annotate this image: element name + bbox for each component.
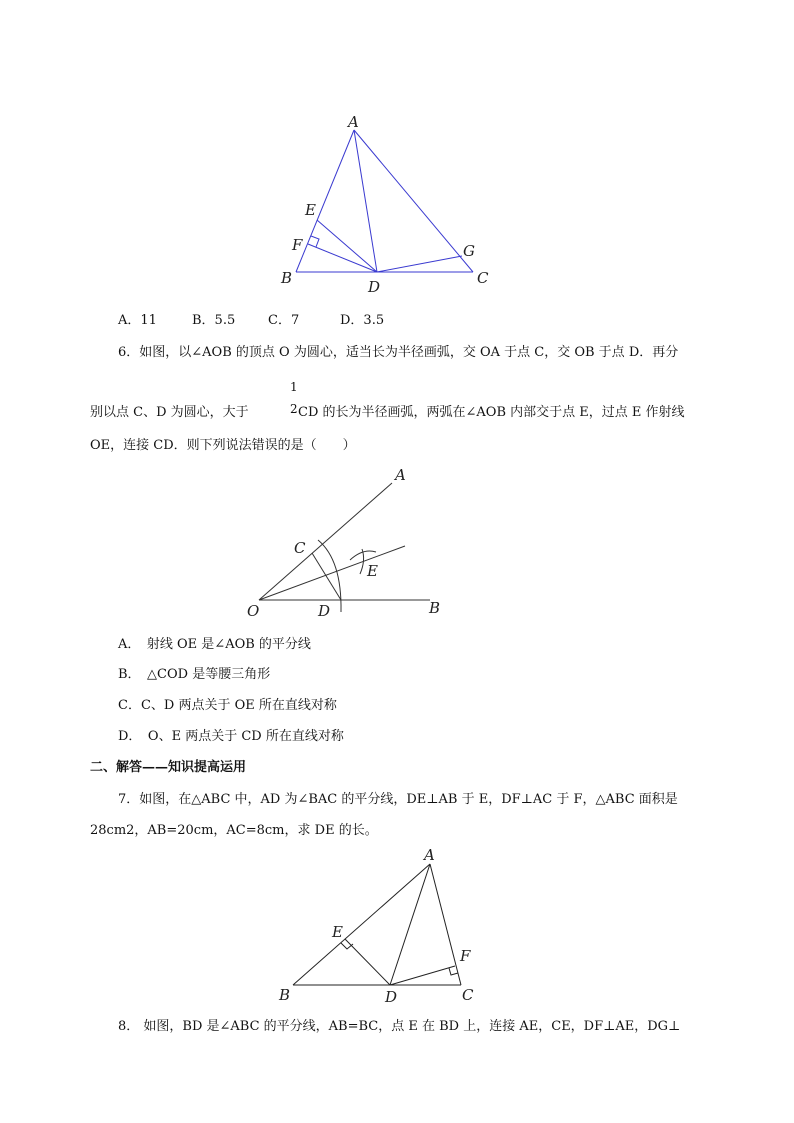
- segment-ed: [317, 220, 377, 272]
- label-b: B: [279, 986, 291, 1004]
- label-c: C: [294, 539, 306, 557]
- label-a: A: [424, 846, 435, 864]
- segment-ac: [354, 130, 473, 272]
- q6-option-c: C．C、D 两点关于 OE 所在直线对称: [118, 698, 337, 713]
- label-b: B: [429, 599, 441, 617]
- label-c: C: [477, 269, 489, 287]
- label-c: C: [462, 986, 474, 1004]
- label-d: D: [368, 278, 381, 296]
- q6-line-3: OE，连接 CD．则下列说法错误的是（ ）: [90, 438, 356, 453]
- q6-fraction-denominator: 2: [290, 402, 298, 416]
- segment-ad: [354, 130, 377, 272]
- label-a: A: [395, 466, 406, 484]
- q6-option-a: A． 射线 OE 是∠AOB 的平分线: [118, 637, 311, 652]
- segment-ac: [430, 864, 461, 985]
- q5-option-b: B．5.5: [192, 313, 236, 328]
- label-g: G: [463, 242, 475, 260]
- label-a: A: [348, 113, 359, 131]
- q6-fraction-numerator: 1: [290, 380, 298, 394]
- segment-de: [345, 939, 390, 985]
- label-e: E: [367, 562, 378, 580]
- figure-triangle-abc-2: [270, 840, 490, 1010]
- label-e: E: [332, 923, 343, 941]
- label-d: D: [385, 988, 398, 1006]
- segment-fd: [308, 244, 377, 272]
- label-d: D: [318, 602, 331, 620]
- q8-line-1: 8． 如图，BD 是∠ABC 的平分线，AB=BC，点 E 在 BD 上，连接 AE，CE，DF⊥AE，DG⊥: [118, 1019, 681, 1034]
- segment-df: [390, 966, 455, 985]
- label-b: B: [281, 269, 293, 287]
- segment-ab: [293, 864, 430, 985]
- label-f: F: [292, 236, 303, 254]
- q6-option-d: D． O、E 两点关于 CD 所在直线对称: [118, 729, 344, 744]
- q7-line-1: 7．如图，在△ABC 中，AD 为∠BAC 的平分线，DE⊥AB 于 E，DF⊥AC 于 F，△ABC 面积是: [118, 792, 678, 807]
- segment-cd: [312, 553, 341, 600]
- q5-option-a: A．11: [118, 313, 157, 328]
- ray-oa: [259, 483, 392, 600]
- ray-oe: [259, 546, 405, 600]
- label-e: E: [305, 201, 316, 219]
- figure-angle-bisector: [240, 460, 450, 620]
- figure-triangle-abc-1: [270, 110, 500, 300]
- q6-line-2-post: CD 的长为半径画弧，两弧在∠AOB 内部交于点 E，过点 E 作射线: [298, 405, 685, 420]
- label-o: O: [247, 602, 260, 620]
- label-f: F: [460, 947, 471, 965]
- q6-option-b: B． △COD 是等腰三角形: [118, 667, 271, 682]
- q6-line-1: 6．如图，以∠AOB 的顶点 O 为圆心，适当长为半径画弧，交 OA 于点 C，交 OB 于点 D．再分: [118, 345, 679, 360]
- segment-dg: [377, 256, 462, 272]
- q5-option-d: D．3.5: [340, 313, 385, 328]
- q7-line-2: 28cm2，AB=20cm，AC=8cm，求 DE 的长。: [90, 823, 378, 838]
- q5-option-c: C．7: [268, 313, 300, 328]
- right-angle-mark-e: [341, 943, 353, 949]
- q6-line-2-pre: 别以点 C、D 为圆心，大于: [90, 405, 249, 420]
- section-heading: 二、解答——知识提高运用: [90, 760, 247, 775]
